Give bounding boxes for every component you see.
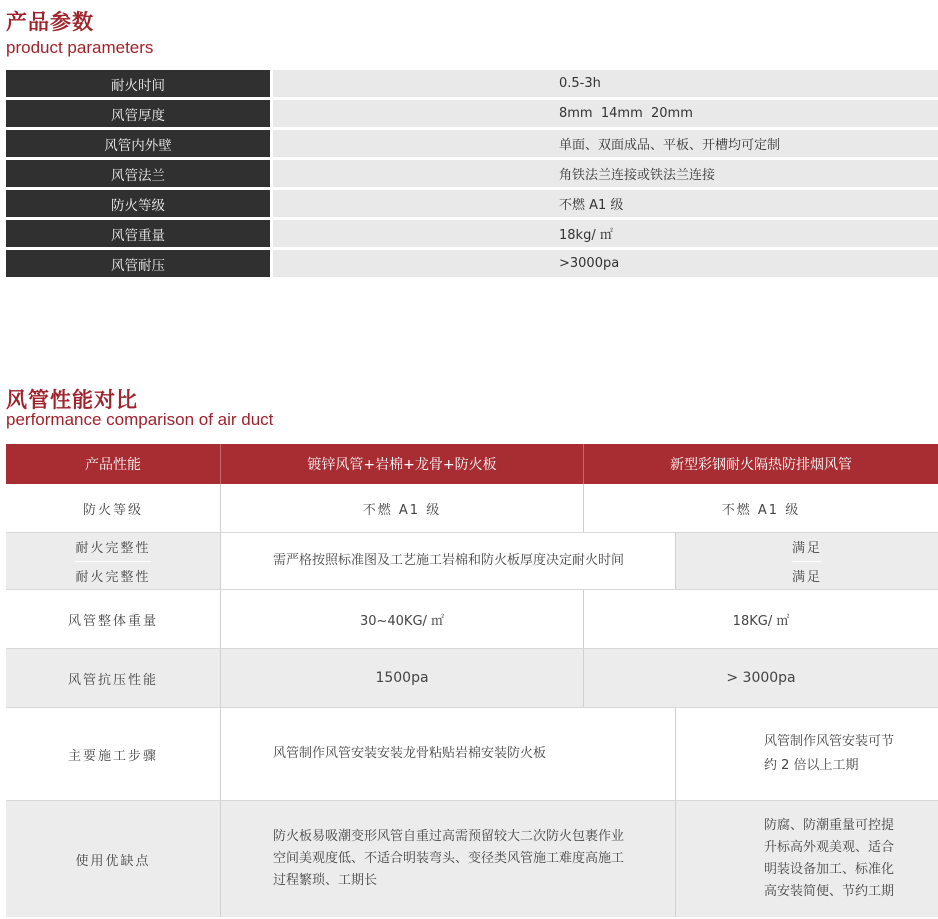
table-row [6,708,938,801]
cell-galvanized: 防火板易吸潮变形风管自重过高需预留较大二次防火包裹作业空间美观度低、不适合明装弯头、变径类风管施工难度高施工过程繁琐、工期长 [220,801,675,917]
row-label: 耐火完整性 [75,541,151,557]
row-label: 风管整体重量 [67,613,158,629]
table-row [6,590,938,649]
param-row [6,250,938,277]
param-row [6,130,938,157]
cell-galvanized: 1500pa [220,649,583,707]
cell-color-steel: 不燃 A1 级 [583,484,938,532]
comparison-table [6,444,938,917]
cell-galvanized: 不燃 A1 级 [220,484,583,532]
param-value: >3000pa [273,250,938,277]
cell-color-steel: 18KG/ ㎡ [583,590,938,648]
cell-galvanized: 30~40KG/ ㎡ [220,590,583,648]
section1-title-en: product parameters [6,38,154,57]
row-label-group [6,533,220,589]
param-value: 单面、双面成品、平板、开槽均可定制 [273,130,938,157]
cell-galvanized: 需严格按照标准图及工艺施工岩棉和防火板厚度决定耐火时间 [220,533,675,589]
header-color-steel: 新型彩钢耐火隔热防排烟风管 [670,457,852,473]
param-value: 0.5-3h [273,70,938,97]
cell-color-steel: 防腐、防潮重量可控提升标高外观美观、适合明装设备加工、标准化高安装简便、节约工期 [675,801,938,917]
param-label: 防火等级 [6,190,270,217]
section2-title-en: performance comparison of air duct [6,410,274,429]
param-row [6,70,938,97]
table-row [6,649,938,708]
param-row [6,190,938,217]
cell-color-steel-group [675,533,938,589]
param-value: 18kg/ ㎡ [273,220,938,247]
row-label: 使用优缺点 [75,853,151,869]
param-label: 风管内外壁 [6,130,270,157]
param-value: 角铁法兰连接或铁法兰连接 [273,160,938,187]
row-label: 主要施工步骤 [67,748,158,764]
product-parameters-table [6,70,938,280]
table-row [6,533,938,590]
param-label: 风管厚度 [6,100,270,127]
header-galvanized: 镀锌风管+岩棉+龙骨+防火板 [221,444,584,484]
cell-color-steel: > 3000pa [583,649,938,707]
cell-color-steel: 满足 [791,541,822,557]
param-row [6,220,938,247]
cell-color-steel: 风管制作风管安装可节约 2 倍以上工期 [675,708,938,800]
param-value: 不燃 A1 级 [273,190,938,217]
param-label: 风管耐压 [6,250,270,277]
param-value: 8mm 14mm 20mm [273,100,938,127]
param-label: 耐火时间 [6,70,270,97]
cell-galvanized: 风管制作风管安装安装龙骨粘贴岩棉安装防火板 [220,708,675,800]
row-label: 风管抗压性能 [67,672,158,688]
section1-title-cn: 产品参数 [6,10,94,34]
table-row [6,801,938,917]
table-row [6,484,938,533]
section2-title-cn: 风管性能对比 [6,388,138,412]
row-label: 防火等级 [82,502,143,518]
comparison-header [6,444,938,484]
param-row [6,160,938,187]
param-label: 风管法兰 [6,160,270,187]
row-label: 耐火完整性 [75,561,150,590]
param-row [6,100,938,127]
param-label: 风管重量 [6,220,270,247]
header-performance: 产品性能 [6,444,221,484]
cell-color-steel: 满足 [792,561,822,590]
